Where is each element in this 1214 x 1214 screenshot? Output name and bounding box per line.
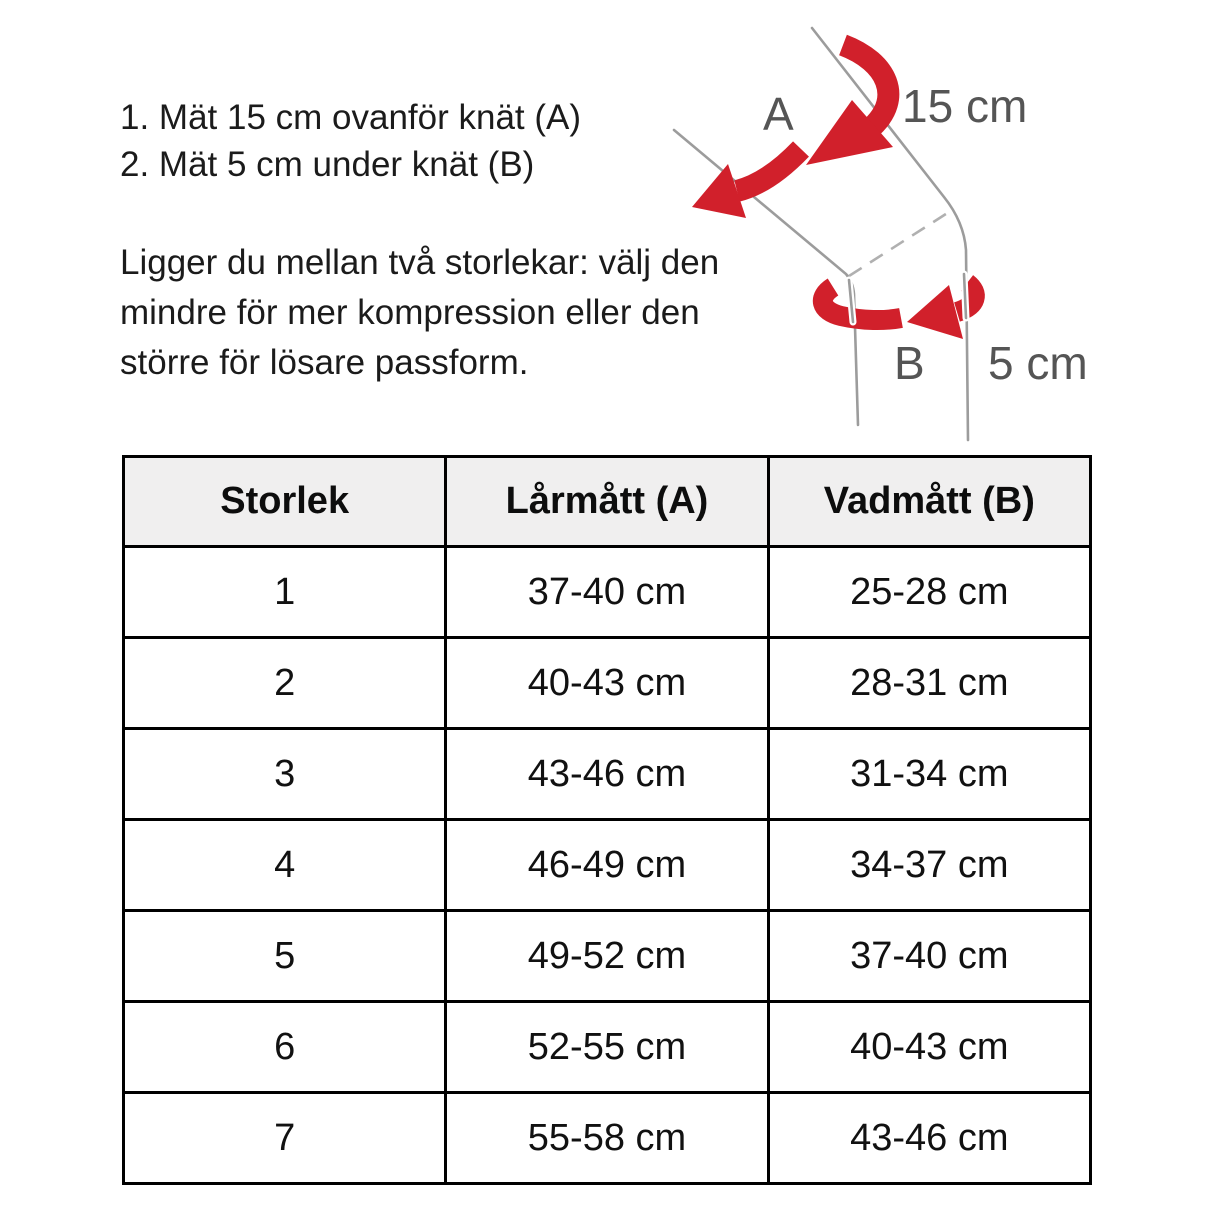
cell-calf: 43-46 cm: [768, 1093, 1090, 1184]
table-header-row: [124, 457, 1091, 547]
cell-calf: 31-34 cm: [768, 729, 1090, 820]
cell-thigh: 46-49 cm: [446, 820, 768, 911]
table-row: [124, 729, 1091, 820]
cell-size: 5: [124, 911, 446, 1002]
cell-calf: 25-28 cm: [768, 547, 1090, 638]
table-row: [124, 911, 1091, 1002]
header-storlek: Storlek: [124, 457, 446, 547]
header-vadmatt: Vadmått (B): [768, 457, 1090, 547]
header-larmatt: Lårmått (A): [446, 457, 768, 547]
sizing-note: Ligger du mellan två storlekar: välj den mindre för mer kompression eller den större för lösare passform.: [120, 243, 720, 382]
instruction-step-2: 2. Mät 5 cm under knät (B): [120, 145, 535, 184]
cell-size: 4: [124, 820, 446, 911]
cell-size: 7: [124, 1093, 446, 1184]
cell-thigh: 40-43 cm: [446, 638, 768, 729]
instruction-step-1: 1. Mät 15 cm ovanför knät (A): [120, 98, 582, 137]
diagram-measure-b: 5 cm: [988, 337, 1088, 389]
cell-thigh: 49-52 cm: [446, 911, 768, 1002]
cell-size: 6: [124, 1002, 446, 1093]
cell-thigh: 52-55 cm: [446, 1002, 768, 1093]
cell-thigh: 37-40 cm: [446, 547, 768, 638]
diagram-label-a: A: [763, 88, 794, 140]
table-row: [124, 1002, 1091, 1093]
cell-thigh: 43-46 cm: [446, 729, 768, 820]
cell-calf: 34-37 cm: [768, 820, 1090, 911]
knee-measurement-diagram: [0, 0, 1214, 452]
table-row: [124, 547, 1091, 638]
cell-thigh: 55-58 cm: [446, 1093, 768, 1184]
cell-calf: 40-43 cm: [768, 1002, 1090, 1093]
cell-calf: 28-31 cm: [768, 638, 1090, 729]
size-chart-table: [122, 455, 1092, 1185]
diagram-measure-a: 15 cm: [902, 80, 1028, 132]
cell-size: 3: [124, 729, 446, 820]
table-row: [124, 638, 1091, 729]
cell-size: 1: [124, 547, 446, 638]
cell-calf: 37-40 cm: [768, 911, 1090, 1002]
table-row: [124, 1093, 1091, 1184]
knee-joint-dashed-line: [849, 212, 949, 276]
measure-arrow-b-icon: [823, 283, 975, 339]
diagram-label-b: B: [894, 337, 925, 389]
cell-size: 2: [124, 638, 446, 729]
table-row: [124, 820, 1091, 911]
